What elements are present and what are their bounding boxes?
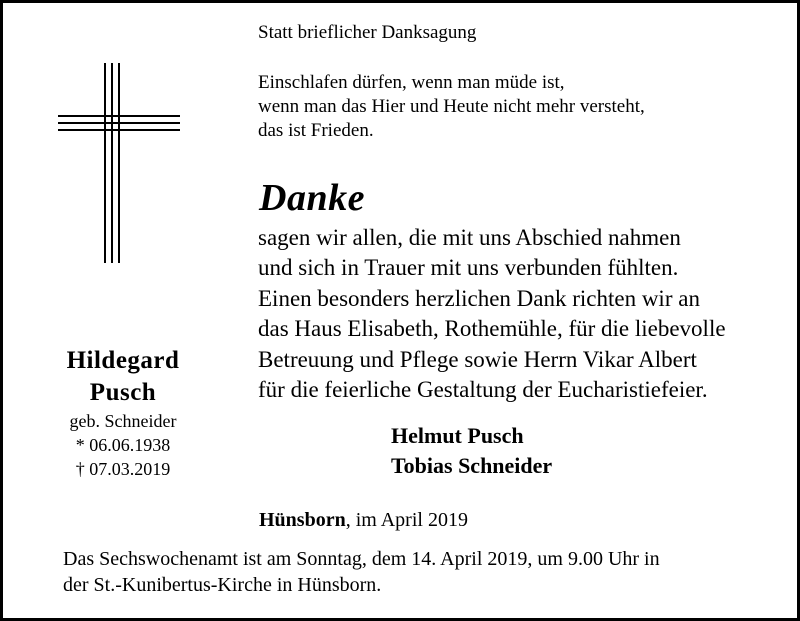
signer-name: Helmut Pusch [391,423,524,448]
thanks-line: das Haus Elisabeth, Rothemühle, für die liebevolle [258,316,726,342]
signers [391,421,552,481]
thanks-line: Einen besonders herzlichen Dank richten wir an [258,285,700,311]
poem-line: Einschlafen dürfen, wenn man müde ist, [258,72,565,93]
poem [258,71,645,143]
footer-line: der St.-Kunibertus-Kirche in Hünsborn. [63,574,382,596]
intro-line: Statt brieflicher Danksagung [258,22,477,43]
thanks-line: für die feierliche Gestaltung der Eucharistiefeier. [258,377,708,403]
deceased-death-date: † 07.03.2019 [75,459,171,479]
thanks-line: sagen wir allen, die mit uns Abschied nahmen [258,225,681,250]
deceased-last-name: Pusch [89,379,157,406]
deceased-info [43,345,203,481]
place-date-line [259,507,468,533]
footer-line: Das Sechswochenamt ist am Sonntag, dem 14. April 2019, um 9.00 Uhr in [63,548,660,570]
poem-line: wenn man das Hier und Heute nicht mehr versteht, [258,96,645,117]
thanks-text [258,223,726,405]
signer-name: Tobias Schneider [391,453,553,478]
deceased-maiden-name: geb. Schneider [69,411,177,431]
deceased-birth-date: * 06.06.1938 [75,435,171,455]
thanks-line: und sich in Trauer mit uns verbunden fühlten. [258,255,679,281]
place-name: Hünsborn [259,509,346,531]
deceased-first-name: Hildegard [66,347,180,374]
footer-note [63,546,660,598]
danke-heading: Danke [259,177,365,219]
thanks-line: Betreuung und Pflege sowie Herrn Vikar Albert [258,346,697,372]
poem-line: das ist Frieden. [258,120,374,141]
date-text: , im April 2019 [345,509,468,531]
cross-icon [58,63,180,263]
